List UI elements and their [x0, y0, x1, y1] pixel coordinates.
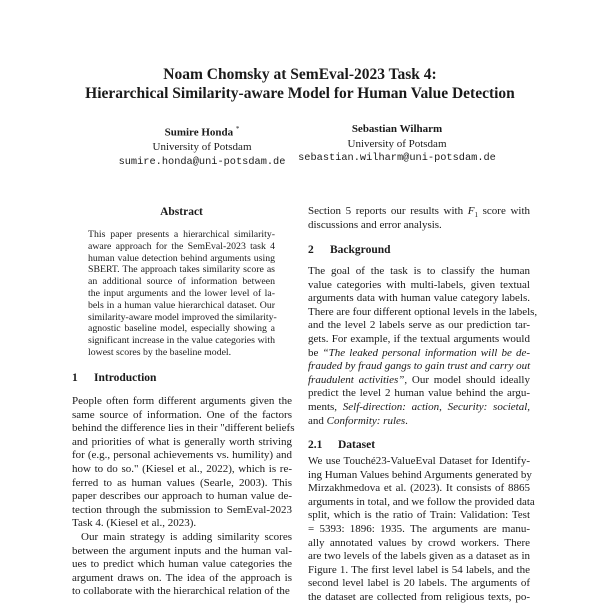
author-affiliation: University of Potsdam — [152, 141, 252, 154]
text-segment: , Our model should ideally — [404, 373, 530, 386]
text-line: lowest scores by the baseline model. — [88, 346, 232, 358]
section-title: Dataset — [338, 439, 376, 451]
text-line — [308, 374, 530, 388]
introduction-body — [72, 395, 295, 599]
text-line: to collaborate with the hierarchical relation of the — [72, 585, 290, 598]
dataset-body — [308, 455, 535, 605]
text-segment: , — [527, 400, 531, 413]
text-line — [308, 205, 530, 219]
section-heading-introduction — [72, 371, 156, 385]
text-line: are two levels of the labels given as a dataset as in — [308, 550, 530, 563]
text-line: the input arguments and the lower level of la- — [88, 287, 275, 299]
text-segment: be — [308, 346, 323, 359]
text-line: between the argument inputs and the human val- — [72, 544, 292, 557]
text-line: ing Human Values behind Arguments generated by — [308, 468, 532, 481]
footnote-mark: * — [235, 125, 240, 133]
author-block-2 — [277, 122, 517, 166]
author-email: sumire.honda@uni-potsdam.de — [118, 155, 286, 168]
text-line: The goal of the task is to classify the human — [308, 265, 530, 277]
paper-title-line-1: Noam Chomsky at SemEval-2023 Task 4: — [163, 66, 437, 83]
italic-text: Self-direction: action — [342, 400, 440, 413]
right-column-intro-end — [308, 205, 530, 232]
text-segment: 1 — [474, 211, 478, 220]
text-segment: , — [439, 400, 448, 413]
text-line: an additional source of information between — [88, 276, 275, 288]
subsection-heading-dataset — [308, 438, 375, 452]
text-line: human value detection behind arguments using — [88, 252, 275, 264]
text-line: ferred to as human values (Searle, 2003). This — [72, 476, 292, 489]
text-line: predict the level 2 human value behind the argu- — [308, 387, 530, 400]
text-line: same source of information. One of the factors — [72, 408, 292, 421]
author-affiliation: University of Potsdam — [347, 137, 447, 150]
text-line: the dataset are collected from religious texts, po- — [308, 590, 530, 603]
background-body — [308, 265, 538, 428]
text-line: ally annotated values by crowd workers. There — [308, 536, 530, 549]
text-line: significant increase in the value categories with — [88, 335, 275, 347]
text-line: split, which is the ratio of Train: Validation: Test — [308, 509, 530, 522]
text-line: argument draws on. The idea of the approach is — [72, 571, 292, 584]
author-name: Sebastian Wilharm — [351, 123, 443, 135]
text-line: similarity-aware model improved the similarity- — [88, 311, 277, 323]
text-line — [308, 401, 530, 415]
text-line: how to do so." (Kiesel et al., 2022), which is re- — [72, 462, 292, 475]
section-number: 1 — [72, 372, 78, 384]
text-line: arguments in total, and we follow the provided data — [308, 495, 535, 508]
section-number: 2.1 — [308, 439, 323, 451]
text-line: SBERT. The approach takes similarity score as — [88, 264, 275, 276]
italic-text: Conformity: rules — [326, 414, 406, 427]
paper-title-line-2: Hierarchical Similarity-aware Model for Human Value Detection — [85, 85, 515, 102]
section-title: Introduction — [94, 372, 157, 384]
text-segment: and — [308, 414, 327, 427]
text-line: for (e.g., personal achievements vs. humility) and — [72, 449, 292, 462]
text-line: second level label is 20 labels. The arguments of — [308, 577, 530, 590]
abstract-heading: Abstract — [160, 206, 203, 218]
italic-text: Security: societal — [447, 400, 528, 413]
author-email: sebastian.wilharm@uni-potsdam.de — [298, 152, 496, 164]
italic-text: F — [467, 205, 475, 217]
text-line: = 5393: 1896: 1935. The arguments are manu- — [308, 522, 530, 535]
text-line: behind the difference lies in their "different beliefs — [72, 422, 295, 435]
text-line: tection through the submission to SemEval-2023 — [72, 503, 292, 516]
text-line: and priorities of what is generally worth striving — [72, 435, 292, 448]
text-line: agnostic baseline model, especially showing a — [88, 323, 275, 335]
text-line: Our main strategy is adding similarity scores — [81, 530, 292, 543]
section-number: 2 — [308, 244, 314, 256]
text-line: gets. For example, if the textual arguments would — [308, 332, 530, 345]
text-segment: ments, — [308, 400, 343, 413]
text-line: There are four different optional levels in the labels, — [308, 305, 538, 318]
text-line — [308, 415, 530, 429]
text-segment: Section 5 reports our results with — [308, 205, 468, 217]
text-line: arguments data with human value category labels. — [308, 292, 530, 305]
text-line — [308, 360, 530, 374]
abstract-body — [88, 229, 275, 359]
text-line: We use Touché23-ValueEval Dataset for Identify- — [308, 455, 530, 467]
text-line: Mirzakhmedova et al. (2023). It consists of 8865 — [308, 482, 530, 495]
text-line: This paper presents a hierarchical similarity- — [88, 229, 275, 240]
italic-text: frauded by fraud gangs to gain trust and carry out — [308, 360, 531, 373]
text-line: and the level 2 labels serve as our prediction tar- — [308, 319, 530, 332]
text-segment: . — [405, 414, 408, 427]
text-line: aware approach for the SemEval-2023 task 4 — [88, 240, 275, 252]
text-line: paper describes our approach to human value de- — [72, 490, 292, 503]
text-line: discussions and error analysis. — [308, 218, 442, 231]
italic-text: fraudulent activities” — [308, 373, 405, 386]
text-line: Task 4. (Kiesel et al., 2023). — [72, 517, 197, 530]
text-line: bels in a human value hierarchical dataset. Our — [88, 299, 275, 311]
text-line: Figure 1. The first level label is 54 labels, and the — [308, 563, 530, 576]
text-line: value categories with multi-labels, given textual — [308, 278, 530, 291]
author-name: Sumire Honda — [164, 126, 234, 139]
text-line: People often form different arguments given the — [72, 395, 292, 407]
text-segment: score with — [477, 205, 531, 217]
section-heading-background — [308, 243, 391, 257]
text-line: ues to predict which human value categories the — [72, 558, 292, 571]
text-line — [308, 347, 530, 361]
section-title: Background — [330, 244, 391, 256]
italic-text: “The leaked personal information will be de- — [322, 346, 530, 359]
